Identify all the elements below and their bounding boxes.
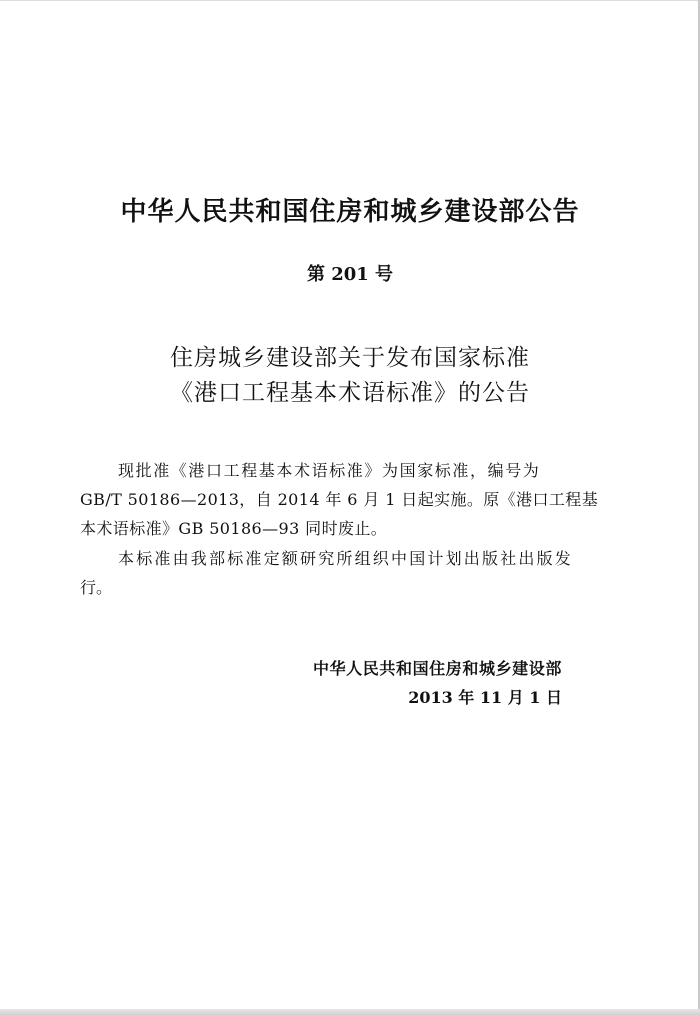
signature-date: 2013 年 11 月 1 日 (408, 688, 562, 707)
body-paragraph-1-line-2: GB/T 50186—2013，自 2014 年 6 月 1 日起实施。原《港口工程基 (80, 490, 599, 509)
announcement-subtitle-line-2: 《港口工程基本术语标准》的公告 (170, 380, 530, 406)
announcement-subtitle-line-1: 住房城乡建设部关于发布国家标准 (170, 345, 530, 371)
body-paragraph-1-line-1: 现批准《港口工程基本术语标准》为国家标准，编号为 (118, 461, 541, 480)
body-paragraph-1-line-3: 本术语标准》GB 50186—93 同时废止。 (80, 519, 388, 538)
announcement-title: 中华人民共和国住房和城乡建设部公告 (120, 197, 580, 227)
signature-organization: 中华人民共和国住房和城乡建设部 (312, 659, 562, 678)
page-edge-top (0, 0, 700, 1)
body-paragraph-2-line-1: 本标准由我部标准定额研究所组织中国计划出版社出版发 (118, 549, 574, 568)
body-paragraph-2-line-2: 行。 (80, 578, 113, 597)
announcement-number: 第 201 号 (306, 264, 394, 285)
page-edge-bottom (0, 1009, 700, 1015)
